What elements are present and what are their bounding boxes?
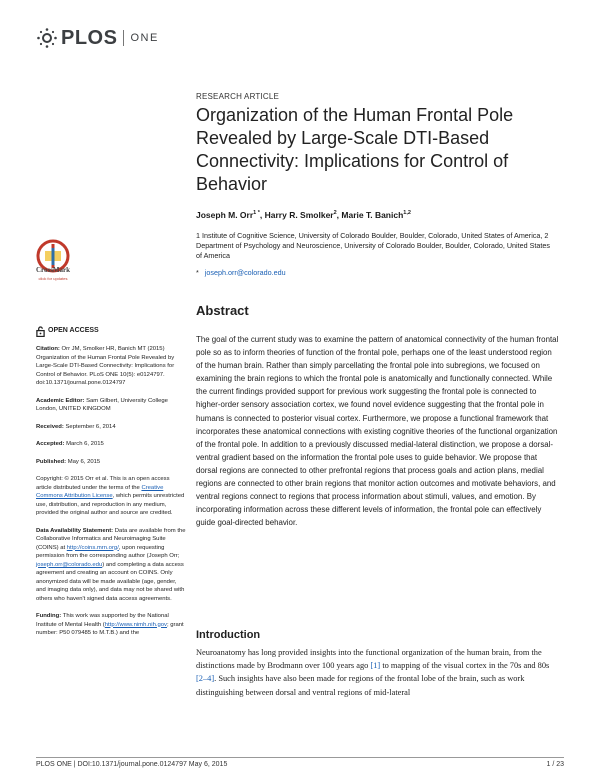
editor-text: Sam Gilbert, University College London, UNITED KINGDOM bbox=[36, 397, 168, 412]
crossmark-sublabel[interactable]: click for updates bbox=[38, 276, 68, 281]
logo-divider bbox=[123, 30, 124, 46]
received-date: September 6, 2014 bbox=[65, 423, 116, 430]
introduction-text bbox=[196, 646, 560, 699]
data-availability-label: Data Availability Statement: bbox=[36, 527, 114, 534]
plos-logo-icon bbox=[36, 27, 58, 49]
author-email-link[interactable]: joseph.orr@colorado.edu bbox=[36, 561, 103, 568]
published-date: May 6, 2015 bbox=[67, 458, 101, 465]
intro-text-part: . Such insights have also been made for regions of the frontal lobe of the brain, such as work distinguishing between dorsal and ventral regions of mid-lateral bbox=[196, 674, 525, 697]
funding-text-end: ; grant number: P50 079485 to M.T.B.) and the bbox=[36, 621, 184, 636]
open-access-badge bbox=[36, 326, 186, 337]
data-availability-block bbox=[36, 527, 186, 604]
citation-ref-link[interactable]: [2–4] bbox=[196, 674, 215, 684]
open-access-label: OPEN ACCESS bbox=[48, 327, 99, 335]
citation-label: Citation: bbox=[36, 346, 60, 352]
published-label: Published: bbox=[36, 458, 67, 465]
page-number: 1 / 23 bbox=[546, 761, 564, 768]
nimh-link[interactable]: http://www.nimh.nih.gov bbox=[104, 621, 167, 628]
editor-label: Academic Editor: bbox=[36, 397, 85, 404]
received-block bbox=[36, 423, 186, 432]
abstract-text: The goal of the current study was to examine the pattern of anatomical connectivity of the human frontal pole so as to inform theories of function of the frontal pole, perhaps one of the least understood region of the human brain. Rather than simply parcellating the frontal pole into subregions, we focused on examining the brain regions to which the frontal pole is anatomically and functionally connected. While the current findings provided support for previous work suggesting the frontal pole is connected to higher-order sensory association cortex, we found novel evidence suggesting that the frontal pole in humans is connected to posterior visual cortex. Furthermore, we propose a functional framework that incorporates these anatomical connections with existing cognitive theories of the functional organization of the frontal pole. In addition to a previously discussed medial-lateral distinction, we propose a dorsal-ventral gradient based on the information the frontal pole uses to guide behavior. We propose that dorsal regions are connected to other prefrontal regions that process goals and action plans, medial regions are connected to other brain regions that monitor action outcomes and motivate behaviors, and ventral regions connect to regions that process information about stimuli, values, and emotion. By incorporating information across these different levels of information, the frontal pole can effectively guide goal-directed behavior. bbox=[196, 335, 559, 528]
plos-one-logo[interactable] bbox=[36, 26, 159, 50]
crossmark-label[interactable]: CrossMark bbox=[35, 266, 71, 274]
author-name[interactable]: Marie T. Banich bbox=[341, 210, 404, 220]
corresponding-email-link[interactable]: joseph.orr@colorado.edu bbox=[204, 268, 286, 277]
article-metadata-sidebar bbox=[36, 326, 186, 647]
citation-text: Orr JM, Smolker HR, Banich MT (2015) Organization of the Human Frontal Pole Revealed by Large-Scale DTI-Based Connectivity: Implications for Control of Behavior. PLoS ONE 10(5): e0124797. doi:10.1371/journal.pone.0124797 bbox=[36, 346, 175, 386]
data-availability-text-end: ) and completing a data access agreement and creating an account on COINS. Only anonymized data will be made available (age, gender, and imaging data only), and data may not be shared with others who haven't signed data access agreements. bbox=[36, 561, 185, 602]
copyright-text-end: , which permits unrestricted use, distribution, and reproduction in any medium, provided the original author and source are credited. bbox=[36, 493, 185, 516]
author-superscript: 2 bbox=[333, 210, 337, 217]
introduction-heading: Introduction bbox=[196, 629, 261, 641]
copyright-text: Copyright: © 2015 Orr et al. This is an open access article distributed under the terms of the bbox=[36, 476, 170, 491]
editor-block bbox=[36, 397, 186, 414]
accepted-label: Accepted: bbox=[36, 441, 65, 447]
intro-text-part: to mapping of the visual cortex in the 70s and 80s bbox=[382, 661, 550, 671]
author-superscript: 1 * bbox=[253, 210, 260, 217]
corresponding-marker: * bbox=[196, 268, 199, 277]
citation-block bbox=[36, 345, 186, 388]
article-type: RESEARCH ARTICLE bbox=[196, 92, 280, 101]
abstract-heading: Abstract bbox=[196, 303, 249, 318]
license-link[interactable]: Creative Commons Attribution License bbox=[36, 484, 164, 499]
copyright-block bbox=[36, 475, 186, 518]
author-superscript: 1,2 bbox=[403, 210, 411, 217]
data-availability-text-mid: , upon requesting permission from the corresponding author (Joseph Orr; bbox=[36, 544, 180, 559]
citation-ref-link[interactable]: [1] bbox=[370, 661, 381, 671]
affiliations: 1 Institute of Cognitive Science, University of Colorado Boulder, Boulder, Colorado, United States of America, 2 Department of Psychology and Neuroscience, University of Colorado Boulder, Boulder, Colorado, United States of America bbox=[196, 231, 550, 260]
funding-label: Funding: bbox=[36, 613, 62, 619]
published-block bbox=[36, 458, 186, 467]
journal-name: ONE bbox=[130, 32, 159, 44]
funding-text: This work was supported by the National Institute of Mental Health ( bbox=[36, 613, 169, 628]
coins-link[interactable]: http://coins.mrn.org/ bbox=[66, 544, 119, 551]
accepted-date: March 6, 2015 bbox=[66, 441, 104, 447]
brand-name: PLOS bbox=[61, 26, 118, 49]
author-name[interactable]: Harry R. Smolker bbox=[264, 210, 334, 220]
author-name[interactable]: Joseph M. Orr bbox=[196, 210, 254, 220]
open-lock-icon bbox=[36, 326, 45, 337]
data-availability-text: Data are available from the Collaborative Informatics and Neuroimaging Suite (COINS) at bbox=[36, 527, 186, 551]
corresponding-author bbox=[196, 268, 286, 277]
author-list: Joseph M. Orr$^{1 *}$, Harry R. Smolker$^2$, Marie T. Banich$^{1,2}$ bbox=[196, 210, 411, 220]
accepted-block bbox=[36, 440, 186, 449]
intro-text-part: Neuroanatomy has long provided insights into the functional organization of the human brain, from the distinctions made by Brodmann over 100 years ago bbox=[196, 648, 542, 671]
footer-divider bbox=[36, 757, 564, 758]
article-title: Organization of the Human Frontal Pole Revealed by Large-Scale DTI-Based Connectivity: Implications for Control of Behavior bbox=[196, 105, 514, 194]
funding-block bbox=[36, 612, 186, 638]
footer-citation: PLOS ONE | DOI:10.1371/journal.pone.0124797 May 6, 2015 bbox=[36, 761, 228, 768]
received-label: Received: bbox=[36, 423, 64, 430]
